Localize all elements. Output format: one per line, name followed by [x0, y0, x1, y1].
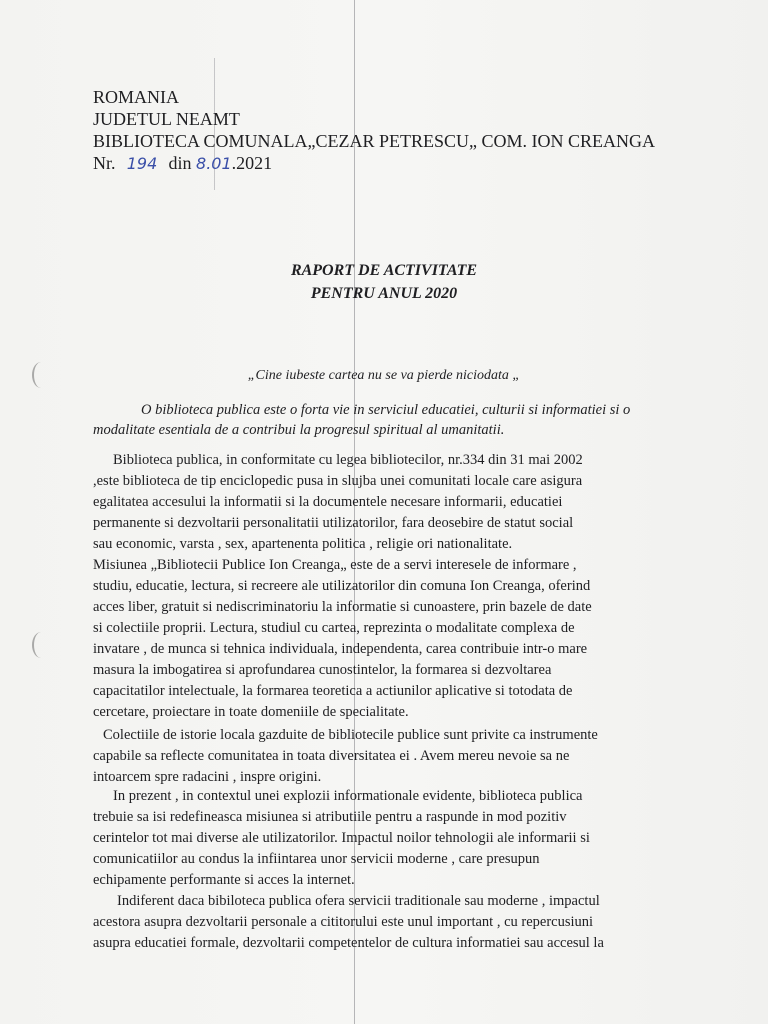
body-line: cercetare, proiectare in toate domeniile de specialitate. [93, 704, 409, 720]
body-line: studiu, educatie, lectura, si recreere ale utilizatorilor din comuna Ion Creanga, oferind [93, 578, 591, 594]
registration-line [93, 152, 655, 175]
body-line: acestora asupra dezvoltarii personale a cititorului este unul important , cu repercusiuni [93, 914, 594, 930]
body-line: masura la imbogatirea si aprofundarea cunostintelor, la formarea si dezvoltarea [93, 662, 552, 678]
nr-label: Nr. [93, 153, 116, 173]
body-line: ,este biblioteca de tip enciclopedic pusa in slujba unei comunitati locale care asigura [93, 473, 583, 489]
body-line: echipamente performante si acces la internet. [93, 872, 355, 888]
report-subtitle: PENTRU ANUL 2020 [310, 285, 458, 302]
report-title: RAPORT DE ACTIVITATE [290, 262, 478, 279]
body-line: comunicatiilor au condus la infiintarea unor servicii moderne , care presupun [93, 851, 540, 867]
punch-hole-mark [32, 632, 50, 658]
body-line: Biblioteca publica, in conformitate cu legea bibliotecilor, nr.334 din 31 mai 2002 [113, 452, 583, 468]
date-handwritten: 8.01 [196, 154, 232, 173]
motto-line: modalitate esentiala de a contribui la progresul spiritual al umanitatii. [93, 422, 505, 438]
body-line: asupra educatiei formale, dezvoltarii competentelor de cultura informatiei sau accesul la [93, 935, 604, 951]
country-line: ROMANIA [93, 87, 180, 107]
institution-line: BIBLIOTECA COMUNALA„CEZAR PETRESCU„ COM. ION CREANGA [93, 131, 655, 151]
body-line: Colectiile de istorie locala gazduite de bibliotecile publice sunt privite ca instrumente [103, 727, 598, 743]
body-line: acces liber, gratuit si nediscriminatoriu la informatie si cunoastere, prin bazele de date [93, 599, 592, 615]
body-line: Misiunea „Bibliotecii Publice Ion Creanga„ este de a servi interesele de informare , [93, 557, 577, 573]
body-line: invatare , de munca si tehnica individuala, independenta, carea contribuie intr-o mare [93, 641, 588, 657]
body-line: egalitatea accesului la informatii si la documentele necesare informarii, educatiei [93, 494, 563, 510]
din-label: din [168, 153, 192, 173]
body-line: Indiferent daca bibiloteca publica ofera servicii traditionale sau moderne , impactul [117, 893, 600, 909]
motto-paragraph [93, 400, 673, 440]
nr-handwritten: 194 [126, 154, 158, 173]
body-line: sau economic, varsta , sex, apartenenta politica , religie ori nationalitate. [93, 536, 513, 552]
epigraph-quote: „Cine iubeste cartea nu se va pierde niciodata „ [247, 368, 521, 383]
body-line: trebuie sa isi redefineasca misiunea si atributiile pentru a raspunde in mod pozitiv [93, 809, 567, 825]
body-line: cerintelor tot mai diverse ale utilizatorilor. Impactul noilor tehnologii ale informarii si [93, 830, 590, 846]
body-line: si colectiile proprii. Lectura, studiul cu cartea, reprezinta o modalitate complexa de [93, 620, 575, 636]
motto-line: O biblioteca publica este o forta vie in serviciul educatiei, culturii si informatiei si o [141, 402, 631, 418]
letterhead [93, 86, 655, 175]
body-line: capacitatilor intelectuale, la formarea teoretica a actiunilor aplicative si totodata de [93, 683, 573, 699]
body-line: permanente si dezvoltarii personalitatii utilizatorilor, fara deosebire de statut social [93, 515, 574, 531]
date-year: .2021 [231, 153, 273, 173]
county-line: JUDETUL NEAMT [93, 109, 240, 129]
body-line: In prezent , in contextul unei explozii informationale evidente, biblioteca publica [113, 788, 583, 804]
body-line: capabile sa reflecte comunitatea in toata diversitatea ei . Avem mereu nevoie sa ne [93, 748, 570, 764]
body-line: intoarcem spre radacini , inspre origini. [93, 769, 322, 785]
